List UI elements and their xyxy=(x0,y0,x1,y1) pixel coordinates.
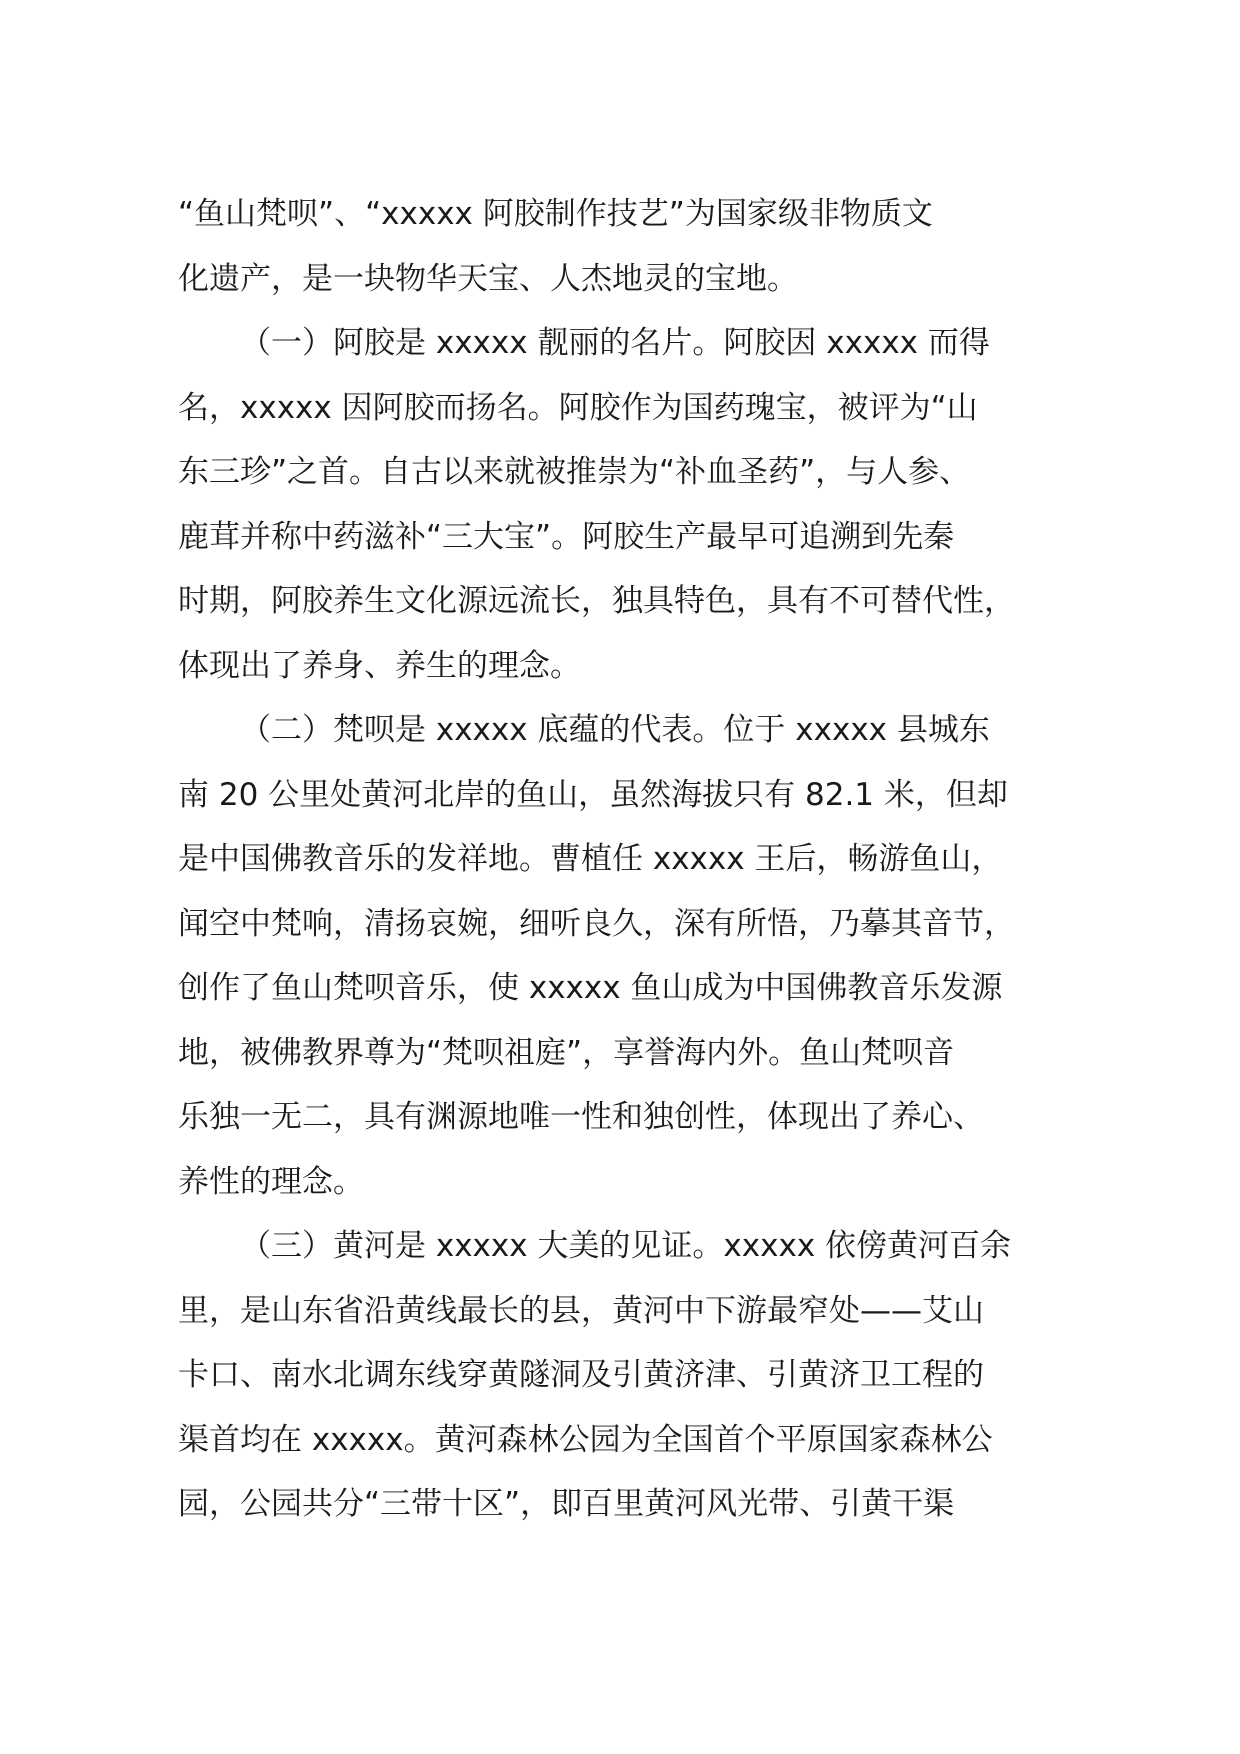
text-line: 园，公园共分“三带十区”，即百里黄河风光带、引黄干渠 xyxy=(178,1486,955,1522)
text-line: 创作了鱼山梵呗音乐，使 xxxxx 鱼山成为中国佛教音乐发源 xyxy=(178,970,1003,1006)
text-line: （三）黄河是 xxxxx 大美的见证。xxxxx 依傍黄河百余 xyxy=(240,1228,1012,1264)
text-line: “鱼山梵呗”、“xxxxx 阿胶制作技艺”为国家级非物质文 xyxy=(178,196,933,232)
text-line: （二）梵呗是 xxxxx 底蕴的代表。位于 xxxxx 县城东 xyxy=(240,712,990,748)
text-line: （一）阿胶是 xxxxx 靓丽的名片。阿胶因 xxxxx 而得 xyxy=(240,325,990,361)
document-body xyxy=(178,182,1094,1537)
text-line: 体现出了养身、养生的理念。 xyxy=(178,647,581,684)
text-line: 名，xxxxx 因阿胶而扬名。阿胶作为国药瑰宝，被评为“山 xyxy=(178,389,978,426)
paragraph-fanbai xyxy=(178,698,1094,1214)
text-line: 养性的理念。 xyxy=(178,1163,364,1200)
text-line: 地，被佛教界尊为“梵呗祖庭”，享誉海内外。鱼山梵呗音 xyxy=(178,1034,955,1071)
paragraph-intro xyxy=(178,182,1094,311)
text-line: 鹿茸并称中药滋补“三大宝”。阿胶生产最早可追溯到先秦 xyxy=(178,518,955,555)
text-line: 里，是山东省沿黄线最长的县，黄河中下游最窄处——艾山 xyxy=(178,1292,984,1329)
paragraph-yellow-river xyxy=(178,1214,1094,1537)
text-line: 闻空中梵响，清扬哀婉，细听良久，深有所悟，乃摹其音节， xyxy=(178,905,1015,942)
text-line: 是中国佛教音乐的发祥地。曹植任 xxxxx 王后，畅游鱼山， xyxy=(178,841,1003,877)
text-line: 南 20 公里处黄河北岸的鱼山，虽然海拔只有 82.1 米，但却 xyxy=(178,776,1008,813)
text-line: 卡口、南水北调东线穿黄隧洞及引黄济津、引黄济卫工程的 xyxy=(178,1357,984,1393)
text-line: 化遗产，是一块物华天宝、人杰地灵的宝地。 xyxy=(178,260,798,297)
text-line: 渠首均在 xxxxx。黄河森林公园为全国首个平原国家森林公 xyxy=(178,1421,993,1458)
text-line: 时期，阿胶养生文化源远流长，独具特色，具有不可替代性， xyxy=(178,583,1015,619)
text-line: 乐独一无二，具有渊源地唯一性和独创性，体现出了养心、 xyxy=(178,1099,984,1135)
paragraph-ejiao xyxy=(178,311,1094,698)
text-line: 东三珍”之首。自古以来就被推崇为“补血圣药”，与人参、 xyxy=(178,454,971,490)
